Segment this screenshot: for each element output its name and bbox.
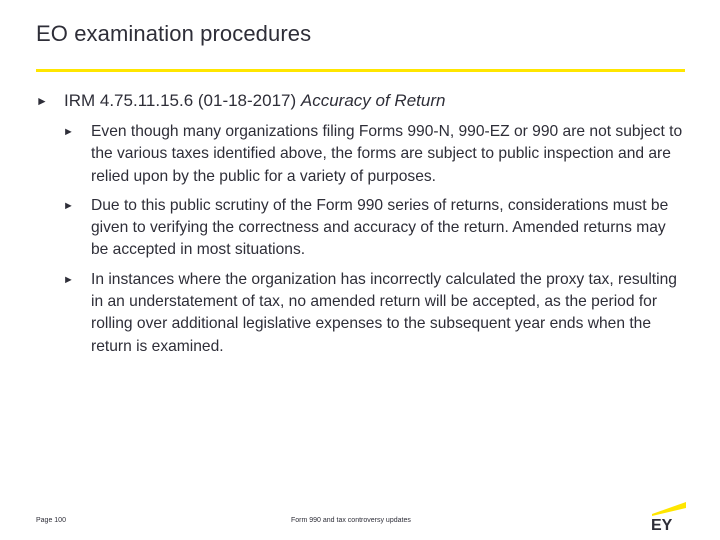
- bullet-heading: [64, 90, 445, 112]
- heading-reference: IRM 4.75.11.15.6 (01-18-2017): [64, 91, 301, 110]
- list-item: [63, 121, 685, 188]
- bullet-arrow-icon: ►: [63, 273, 74, 286]
- ey-logo: [648, 494, 686, 532]
- list-item: [63, 195, 685, 262]
- sub-bullet-list: [63, 121, 685, 365]
- bullet-arrow-icon: ►: [63, 126, 74, 138]
- logo-text: EY: [651, 517, 673, 532]
- title-divider: [36, 69, 685, 72]
- list-item-text: Due to this public scrutiny of the Form 990 series of returns, considerations must be given to verifying the correctness and accuracy of the return. Amended returns may be accepted in most situations.: [91, 196, 669, 259]
- list-item-text: Even though many organizations filing Forms 990-N, 990-EZ or 990 are not subject to the various taxes identified above, the forms are subject to public inspection and are relied upon by the public for a variety of purposes.: [91, 123, 683, 185]
- page-title: EO examination procedures: [36, 21, 312, 46]
- heading-italic: Accuracy of Return: [300, 91, 446, 110]
- bullet-arrow-icon: ►: [63, 199, 74, 212]
- bullet-arrow-icon: ►: [36, 94, 48, 108]
- list-item: [63, 269, 685, 358]
- footer-caption: Form 990 and tax controversy updates: [291, 517, 411, 524]
- list-item-text: In instances where the organization has incorrectly calculated the proxy tax, resulting in an understatement of tax, no amended return will be accepted, as the period for rolling over additional legislative expenses to the subsequent year ends when the return is examined.: [91, 270, 677, 355]
- footer-page-number: Page 100: [36, 517, 66, 524]
